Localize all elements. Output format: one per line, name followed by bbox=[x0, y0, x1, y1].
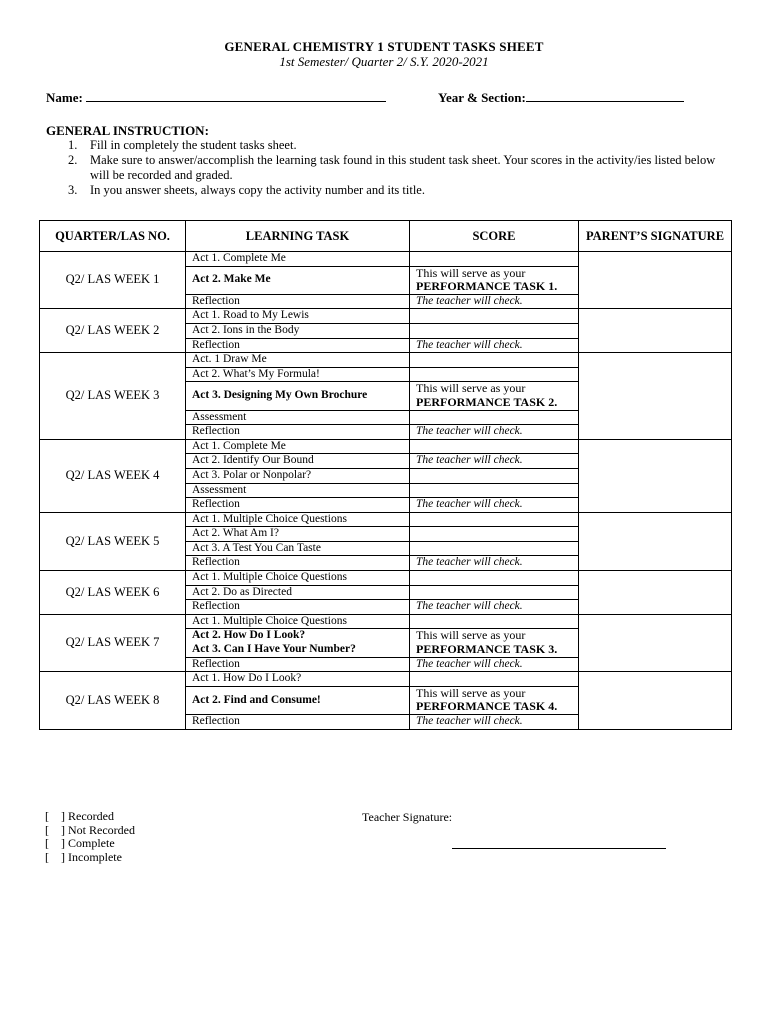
task-cell: Reflection bbox=[186, 425, 410, 440]
teacher-check-note: The teacher will check. bbox=[410, 338, 579, 353]
instructions-list bbox=[68, 138, 728, 198]
week-label: Q2/ LAS WEEK 7 bbox=[40, 614, 186, 671]
task-cell: Reflection bbox=[186, 338, 410, 353]
task-line: Act 3. Can I Have Your Number? bbox=[192, 643, 356, 656]
task-cell: Act 2. Ions in the Body bbox=[186, 323, 410, 338]
score-cell[interactable] bbox=[410, 353, 579, 368]
name-blank-line[interactable] bbox=[86, 90, 386, 102]
performance-task-note bbox=[410, 629, 579, 657]
teacher-check-note: The teacher will check. bbox=[410, 600, 579, 615]
parent-signature-cell[interactable] bbox=[579, 672, 732, 729]
instruction-number: 2. bbox=[68, 153, 78, 167]
header-quarter: QUARTER/LAS NO. bbox=[40, 221, 186, 252]
teacher-check-note: The teacher will check. bbox=[410, 715, 579, 730]
week-label: Q2/ LAS WEEK 5 bbox=[40, 512, 186, 570]
task-cell: Act 2. What’s My Formula! bbox=[186, 367, 410, 382]
performance-task-note bbox=[410, 382, 579, 410]
document-title: GENERAL CHEMISTRY 1 STUDENT TASKS SHEET bbox=[224, 39, 544, 54]
perf-prefix: This will serve as your bbox=[416, 381, 526, 396]
week-label: Q2/ LAS WEEK 3 bbox=[40, 353, 186, 440]
task-cell: Reflection bbox=[186, 657, 410, 672]
teacher-signature-label: Teacher Signature: bbox=[362, 810, 453, 824]
task-cell: Act 1. Complete Me bbox=[186, 252, 410, 267]
checklist-item-not-recorded[interactable]: [ ] Not Recorded bbox=[45, 822, 135, 837]
instruction-item bbox=[68, 183, 728, 198]
perf-prefix: This will serve as your bbox=[416, 265, 526, 280]
checklist-item-incomplete[interactable]: [ ] Incomplete bbox=[45, 849, 122, 864]
performance-task-note bbox=[410, 266, 579, 294]
instruction-text: Fill in completely the student tasks sheet. bbox=[90, 138, 297, 152]
table-row bbox=[40, 512, 732, 527]
task-cell: Act 1. Multiple Choice Questions bbox=[186, 512, 410, 527]
task-line: Act 2. How Do I Look? bbox=[192, 629, 306, 642]
task-cell: Act 1. Multiple Choice Questions bbox=[186, 571, 410, 586]
score-cell[interactable] bbox=[410, 672, 579, 687]
teacher-check-note: The teacher will check. bbox=[410, 294, 579, 309]
parent-signature-cell[interactable] bbox=[579, 252, 732, 309]
teacher-check-note: The teacher will check. bbox=[410, 498, 579, 513]
task-cell: Act 1. Multiple Choice Questions bbox=[186, 614, 410, 629]
task-cell: Act 3. Polar or Nonpolar? bbox=[186, 468, 410, 483]
task-cell: Act. 1 Draw Me bbox=[186, 353, 410, 368]
task-cell: Reflection bbox=[186, 294, 410, 309]
instruction-text: In you answer sheets, always copy the activity number and its title. bbox=[90, 183, 425, 197]
instructions-title: GENERAL INSTRUCTION: bbox=[46, 123, 209, 138]
score-cell[interactable] bbox=[410, 512, 579, 527]
score-cell[interactable] bbox=[410, 541, 579, 556]
perf-label: PERFORMANCE TASK 1. bbox=[416, 279, 558, 294]
parent-signature-cell[interactable] bbox=[579, 512, 732, 570]
header-score: SCORE bbox=[410, 221, 579, 252]
score-cell[interactable] bbox=[410, 410, 579, 425]
table-row bbox=[40, 439, 732, 454]
perf-label: PERFORMANCE TASK 2. bbox=[416, 394, 558, 409]
instruction-item bbox=[68, 138, 728, 153]
task-cell: Act 1. Complete Me bbox=[186, 439, 410, 454]
task-cell: Assessment bbox=[186, 483, 410, 498]
task-cell: Act 2. Find and Consume! bbox=[186, 686, 410, 714]
score-cell[interactable] bbox=[410, 309, 579, 324]
score-cell[interactable] bbox=[410, 323, 579, 338]
name-label: Name: bbox=[46, 90, 83, 105]
score-cell[interactable] bbox=[410, 252, 579, 267]
instruction-item bbox=[68, 153, 728, 183]
parent-signature-cell[interactable] bbox=[579, 353, 732, 440]
instruction-number: 3. bbox=[68, 183, 78, 197]
parent-signature-cell[interactable] bbox=[579, 614, 732, 671]
checklist-item-complete[interactable]: [ ] Complete bbox=[45, 836, 115, 851]
score-cell[interactable] bbox=[410, 468, 579, 483]
document-subtitle: 1st Semester/ Quarter 2/ S.Y. 2020-2021 bbox=[279, 54, 489, 69]
year-section-label: Year & Section: bbox=[438, 90, 526, 105]
year-section-field bbox=[438, 90, 684, 106]
task-cell: Act 2. Do as Directed bbox=[186, 585, 410, 600]
task-cell: Act 3. Designing My Own Brochure bbox=[186, 382, 410, 410]
table-row bbox=[40, 252, 732, 267]
week-label: Q2/ LAS WEEK 1 bbox=[40, 252, 186, 309]
header-parent-signature: PARENT’S SIGNATURE bbox=[579, 221, 732, 252]
task-cell: Act 2. Make Me bbox=[186, 266, 410, 294]
table-row bbox=[40, 571, 732, 586]
task-cell: Act 1. Road to My Lewis bbox=[186, 309, 410, 324]
perf-prefix: This will serve as your bbox=[416, 685, 526, 700]
header-learning-task: LEARNING TASK bbox=[186, 221, 410, 252]
week-label: Q2/ LAS WEEK 4 bbox=[40, 439, 186, 512]
name-field bbox=[46, 90, 386, 106]
table-header-row bbox=[40, 221, 732, 252]
score-cell[interactable] bbox=[410, 571, 579, 586]
teacher-check-note: The teacher will check. bbox=[410, 556, 579, 571]
task-cell: Act 2. Identify Our Bound bbox=[186, 454, 410, 469]
table-row bbox=[40, 614, 732, 629]
performance-task-note bbox=[410, 686, 579, 714]
table-row bbox=[40, 672, 732, 687]
teacher-check-note: The teacher will check. bbox=[410, 657, 579, 672]
table-row bbox=[40, 353, 732, 368]
table-row bbox=[40, 309, 732, 324]
tasks-table bbox=[39, 220, 732, 730]
week-label: Q2/ LAS WEEK 6 bbox=[40, 571, 186, 615]
week-label: Q2/ LAS WEEK 8 bbox=[40, 672, 186, 729]
parent-signature-cell[interactable] bbox=[579, 309, 732, 353]
score-cell[interactable] bbox=[410, 439, 579, 454]
score-cell[interactable] bbox=[410, 483, 579, 498]
task-cell: Reflection bbox=[186, 498, 410, 513]
checklist-item-recorded[interactable]: [ ] Recorded bbox=[45, 809, 114, 823]
year-section-blank-line[interactable] bbox=[526, 90, 684, 102]
score-cell[interactable] bbox=[410, 585, 579, 600]
task-cell: Act 2. What Am I? bbox=[186, 527, 410, 542]
score-cell[interactable] bbox=[410, 614, 579, 629]
perf-label: PERFORMANCE TASK 4. bbox=[416, 699, 558, 714]
task-cell: Reflection bbox=[186, 600, 410, 615]
teacher-signature-line[interactable] bbox=[452, 848, 666, 849]
parent-signature-cell[interactable] bbox=[579, 439, 732, 512]
score-cell[interactable] bbox=[410, 527, 579, 542]
teacher-check-note: The teacher will check. bbox=[410, 454, 579, 469]
parent-signature-cell[interactable] bbox=[579, 571, 732, 615]
status-checklist bbox=[45, 810, 135, 864]
task-cell: Assessment bbox=[186, 410, 410, 425]
score-cell[interactable] bbox=[410, 367, 579, 382]
task-cell: Act 3. A Test You Can Taste bbox=[186, 541, 410, 556]
task-cell: Reflection bbox=[186, 556, 410, 571]
perf-prefix: This will serve as your bbox=[416, 628, 526, 643]
week-label: Q2/ LAS WEEK 2 bbox=[40, 309, 186, 353]
instruction-text: Make sure to answer/accomplish the learning task found in this student task sheet. Your scores in the activity/ies listed below will be recorded and graded. bbox=[90, 153, 716, 182]
task-cell: Reflection bbox=[186, 715, 410, 730]
instruction-number: 1. bbox=[68, 138, 78, 152]
teacher-check-note: The teacher will check. bbox=[410, 425, 579, 440]
task-cell: Act 1. How Do I Look? bbox=[186, 672, 410, 687]
task-cell-combined bbox=[186, 629, 410, 657]
perf-label: PERFORMANCE TASK 3. bbox=[416, 642, 558, 657]
